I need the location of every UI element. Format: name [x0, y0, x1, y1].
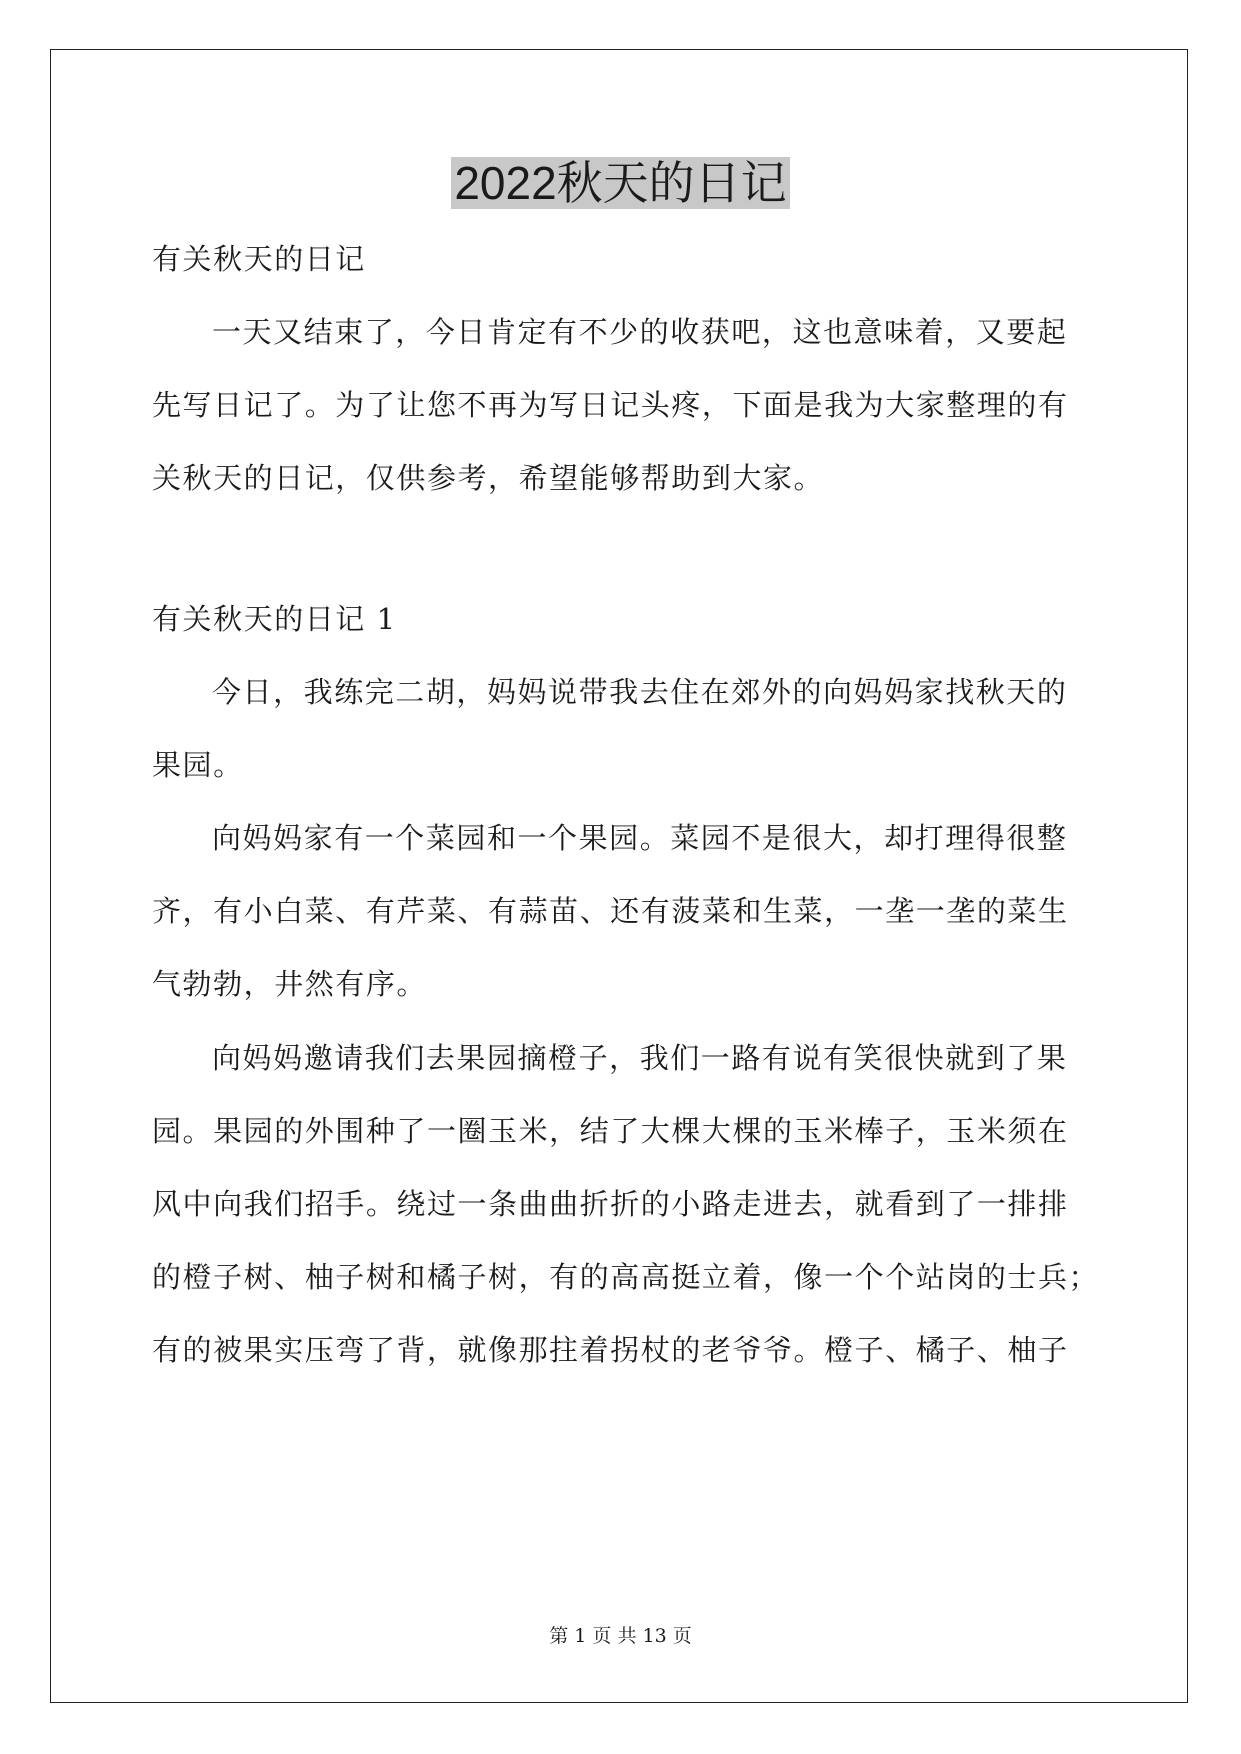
paragraph-line: 今日，我练完二胡，妈妈说带我去住在郊外的向妈妈家找秋天的 — [212, 675, 1068, 709]
paragraph-line: 园。果园的外围种了一圈玉米，结了大棵大棵的玉米棒子，玉米须在 — [152, 1114, 1069, 1148]
page-border — [50, 49, 1188, 1703]
paragraph-line: 先写日记了。为了让您不再为写日记头疼，下面是我为大家整理的有 — [152, 388, 1069, 422]
section-heading: 有关秋天的日记 — [152, 242, 366, 276]
paragraph-line: 的橙子树、柚子树和橘子树，有的高高挺立着，像一个个站岗的士兵； — [152, 1260, 1100, 1294]
document-title-text: 2022秋天的日记 — [451, 157, 789, 209]
paragraph-line: 向妈妈邀请我们去果园摘橙子，我们一路有说有笑很快就到了果 — [212, 1041, 1068, 1075]
document-title — [0, 154, 1241, 212]
section-heading: 有关秋天的日记 1 — [152, 602, 397, 636]
paragraph-line: 向妈妈家有一个菜园和一个果园。菜园不是很大，却打理得很整 — [212, 821, 1068, 855]
paragraph-line: 气勃勃，井然有序。 — [152, 967, 427, 1001]
paragraph-line: 关秋天的日记，仅供参考，希望能够帮助到大家。 — [152, 461, 825, 495]
paragraph-line: 有的被果实压弯了背，就像那拄着拐杖的老爷爷。橙子、橘子、柚子 — [152, 1333, 1069, 1367]
paragraph-line: 果园。 — [152, 748, 244, 782]
paragraph-line: 齐，有小白菜、有芹菜、有蒜苗、还有菠菜和生菜，一垄一垄的菜生 — [152, 894, 1069, 928]
paragraph-line: 一天又结束了，今日肯定有不少的收获吧，这也意味着，又要起 — [212, 315, 1068, 349]
paragraph-line: 风中向我们招手。绕过一条曲曲折折的小路走进去，就看到了一排排 — [152, 1187, 1069, 1221]
page-number-footer: 第 1 页 共 13 页 — [549, 1625, 692, 1647]
